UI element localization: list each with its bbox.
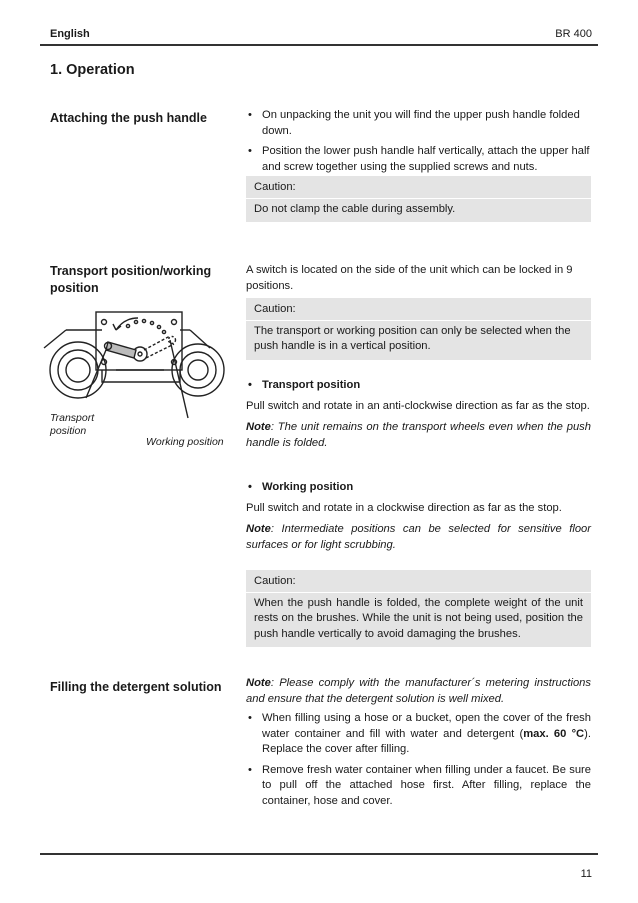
caution-title: Caution:	[246, 570, 591, 593]
page-number: 11	[580, 868, 592, 880]
temperature-value: max. 60 °C	[523, 727, 585, 740]
figure-label-working: Working position	[146, 436, 224, 448]
section-title: 1. Operation	[50, 62, 135, 78]
caution-title: Caution:	[246, 176, 591, 199]
heading-push-handle: Attaching the push handle	[50, 111, 207, 125]
working-position-block	[246, 480, 591, 553]
transport-position-text: Pull switch and rotate in an anti-clockwise direction as far as the stop.	[246, 399, 590, 412]
caution-box	[246, 176, 591, 222]
list-item-text: When filling using a hose or a bucket, open the cover of the fresh water container and fill with water and detergent (	[262, 712, 591, 740]
note-text: : Please comply with the manufacturer´s metering instructions and ensure that the detergent solution is well mixed.	[246, 677, 591, 705]
transport-note	[246, 420, 591, 451]
caution-box	[246, 570, 591, 647]
note-text: : The unit remains on the transport wheels even when the push handle is folded.	[246, 421, 591, 449]
header-language: English	[50, 28, 90, 40]
header-model: BR 400	[555, 28, 592, 40]
list-item: • Position the lower push handle half vertically, attach the upper half and screw together using the supplied screws and nuts.	[246, 144, 591, 175]
push-handle-bullets	[246, 108, 591, 180]
footer-rule	[40, 853, 598, 855]
transport-position-title: • Transport position	[246, 378, 591, 394]
caution-box	[246, 298, 591, 360]
working-note	[246, 522, 591, 553]
caution-text: When the push handle is folded, the complete weight of the unit rests on the brushes. While the unit is not being used, position the push handle vertically to avoid damaging the brushes.	[254, 596, 583, 640]
figure-label-transport: Transport position	[50, 412, 95, 437]
header-rule	[40, 44, 598, 46]
note-label: Note	[246, 421, 271, 433]
list-item-text: ). Replace the cover after filling.	[262, 727, 591, 755]
note-text: : Intermediate positions can be selected for sensitive floor surfaces or for light scrubbing.	[246, 523, 591, 551]
list-item: • On unpacking the unit you will find the upper push handle folded down.	[246, 108, 591, 139]
list-item	[246, 711, 591, 758]
note-label: Note	[246, 523, 271, 535]
caution-text: The transport or working position can only be selected when the push handle is in a vertical position.	[254, 324, 571, 352]
working-position-text: Pull switch and rotate in a clockwise direction as far as the stop.	[246, 501, 562, 514]
caution-title: Caution:	[246, 298, 591, 321]
working-position-title: • Working position	[246, 480, 591, 496]
heading-transport-working: Transport position/working position	[50, 264, 212, 295]
detergent-block	[246, 676, 591, 814]
switch-diagram	[40, 300, 232, 420]
transport-position-block	[246, 378, 591, 451]
caution-text: Do not clamp the cable during assembly.	[254, 202, 456, 215]
heading-detergent: Filling the detergent solution	[50, 680, 222, 694]
note-label: Note	[246, 677, 271, 689]
transport-intro: A switch is located on the side of the unit which can be locked in 9 positions.	[246, 264, 573, 292]
list-item: • Remove fresh water container when filling under a faucet. Be sure to pull off the attached hose first. After filling, replace the container, hose and cover.	[246, 763, 591, 810]
detergent-note	[246, 676, 591, 707]
